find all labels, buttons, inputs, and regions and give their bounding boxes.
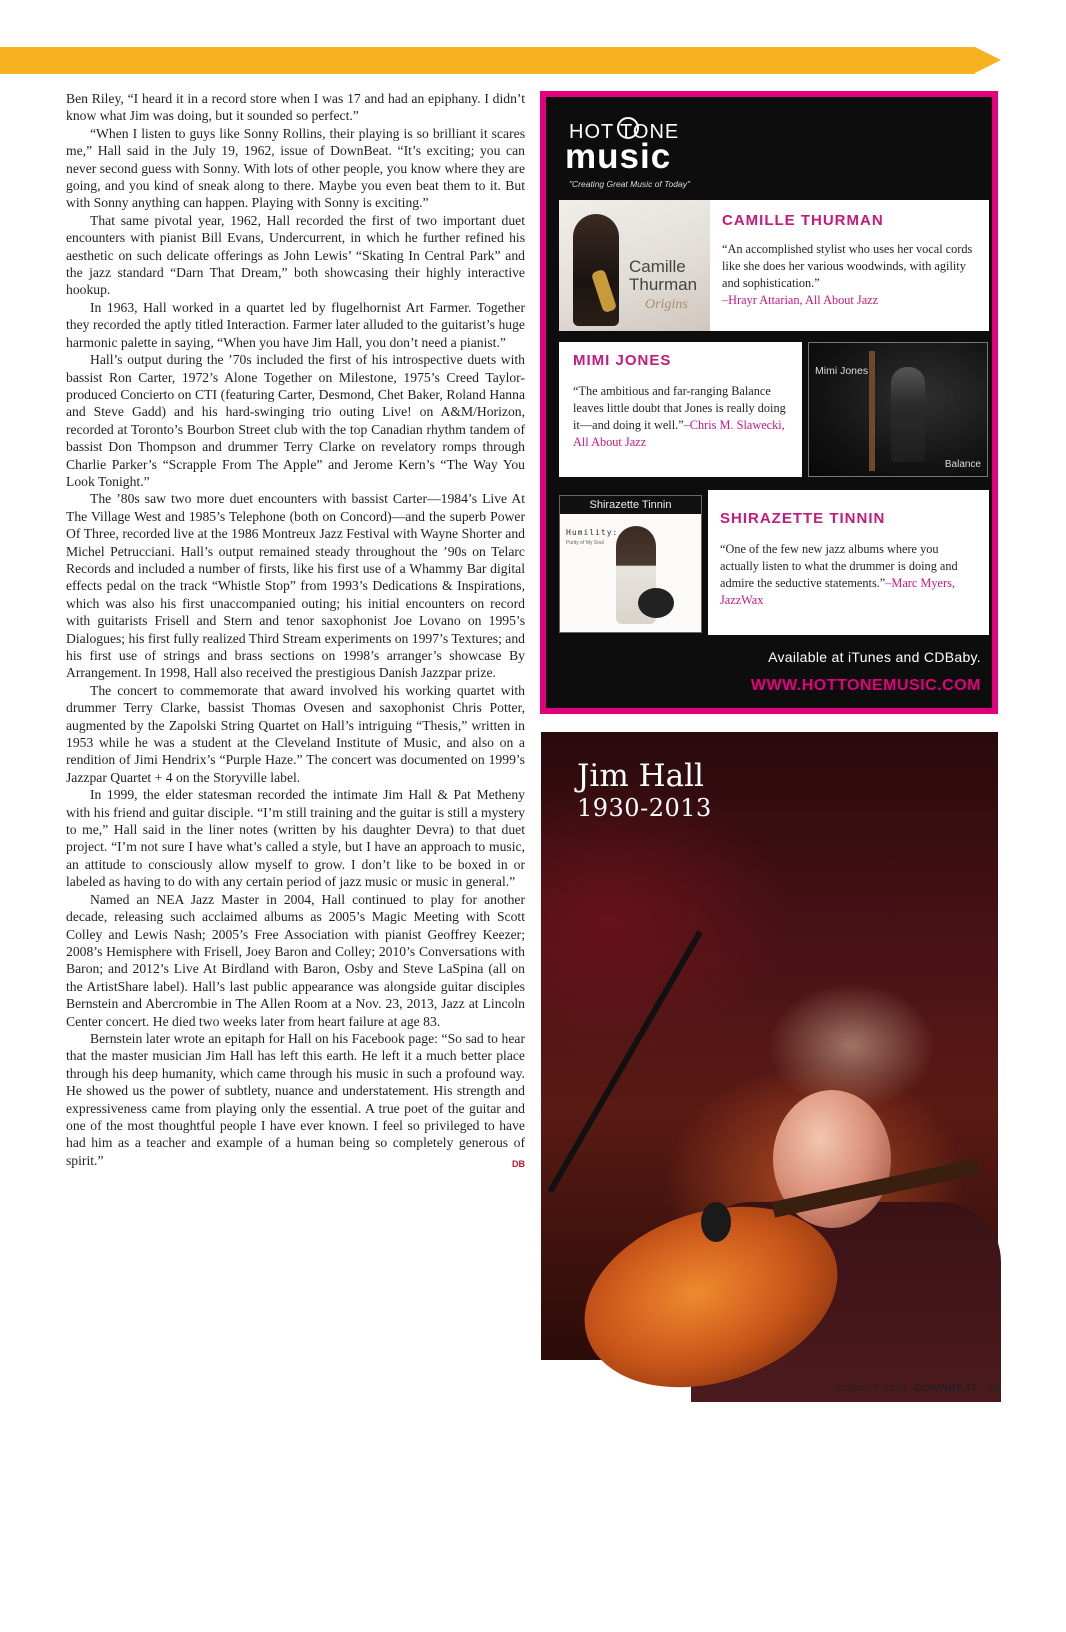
- microphone-icon: [701, 1202, 731, 1242]
- review-source: –Hrayr Attarian, All About Jazz: [722, 293, 879, 307]
- review-shirazette: [708, 490, 989, 635]
- photo-years: 1930-2013: [577, 794, 712, 822]
- review-camille: [710, 200, 989, 331]
- drum-icon: [638, 588, 674, 618]
- review-source: –Chris M. Slawecki, All About Jazz: [573, 418, 785, 449]
- paragraph: That same pivotal year, 1962, Hall recorded the first of two important duet encounters with pianist Bill Evans, Undercurrent, in which he further refined his aesthetic on such delicate offerings as John Lewis’ “Skating In Central Park” and the jazz standard “Darn That Dream,” both showcasing their highly interactive hookup.: [66, 212, 525, 298]
- end-mark: DB: [512, 1159, 525, 1170]
- review-artist: CAMILLE THURMAN: [722, 212, 884, 229]
- magazine-name: DOWNBEAT: [913, 1382, 978, 1394]
- website-link[interactable]: WWW.HOTTONEMUSIC.COM: [750, 677, 981, 694]
- paragraph: Named an NEA Jazz Master in 2004, Hall continued to play for another decade, releasing such acclaimed albums as 2005’s Magic Meeting with Scott Colley and Lewis Nash; 2005’s Free Association with pianist Geoffrey Keezer; 2008’s Hemisphere with Frisell, Joey Baron and Colley; 2010’s Conversations with Baron; and 2012’s Live At Birdland with Baron, Osby and Steve LaSpina (all on the ArtistShare label). Hall’s last public appearance was alongside guitar disciples Bernstein and Abercrombie in The Allen Room at a Nov. 23, 2013, Jazz at Lincoln Center concert. He died two weeks later from heart failure at age 83.: [66, 891, 525, 1029]
- album-cover-title: Origins: [645, 297, 688, 312]
- issue-date: AUGUST 2014: [834, 1382, 908, 1394]
- review-artist: SHIRAZETTE TINNIN: [720, 510, 886, 527]
- album-cover-name: Shirazette Tinnin: [560, 496, 701, 514]
- paragraph: Bernstein later wrote an epitaph for Hall on his Facebook page: “So sad to hear that the master musician Jim Hall has left this earth. He left it a much better place through his deep humanity, which came through his music in such a profound way. He showed us the power of subtlety, nuance and understatement. His strength and expressiveness came from playing only the essential. A true poet of the guitar and one of the most thoughtful people I have ever known. I feel so privileged to have had him as a teacher and example of a human being so completely generous of spirit.”: [66, 1030, 525, 1168]
- album-cover-name: Mimi Jones: [815, 365, 869, 377]
- review-artist: MIMI JONES: [573, 352, 672, 369]
- paragraph: “When I listen to guys like Sonny Rollins, their playing is so brilliant it scares me,” Hall said in the July 19, 1962, issue of DownBeat. “It’s exciting; you can never second guess with Sonny. With lots of other people, you know where they are going, and you kind of sneak along to there. Maybe you even beat them to it. But with Sonny anything can happen. Playing with Sonny is exciting.”: [66, 125, 525, 211]
- review-mimi: [559, 342, 802, 477]
- bass-icon: [869, 351, 875, 471]
- advertisement-hottone[interactable]: [540, 91, 998, 714]
- logo-line1: HOT TONE: [569, 121, 680, 143]
- review-quote: “One of the few new jazz albums where you actually listen to what the drummer is doing and admire the seductive statements.”–Marc Myers, JazzWax: [720, 542, 958, 607]
- review-quote: “An accomplished stylist who uses her vocal cords like she does her various woodwinds, with agility and sophistication.” –Hrayr Attarian, All About Jazz: [722, 242, 973, 307]
- logo-tagline: "Creating Great Music of Today": [569, 179, 690, 189]
- album-cover-subtitle: Purity of My Soul: [566, 540, 604, 546]
- review-source: –Marc Myers, JazzWax: [720, 576, 955, 607]
- album-cover-name: Camille Thurman: [629, 257, 698, 294]
- ad-panel: [546, 97, 992, 708]
- paragraph: Ben Riley, “I heard it in a record store when I was 17 and had an epiphany. I didn’t know what Jim was doing, but it sounded so perfect.”: [66, 91, 525, 124]
- album-cover-camille: [559, 200, 715, 331]
- album-cover-shirazette: [559, 495, 702, 633]
- paragraph: The ’80s saw two more duet encounters with bassist Carter—1984’s Live At The Village West and 1985’s Telephone (both on Concord)—and the superb Power Of Three, recorded live at the 1986 Montreux Jazz Festival with Wayne Shorter and Michel Petrucciani. Hall’s output remained steady throughout the ’90s on Telarc Records and included a number of firsts, like his first use of a Whammy Bar digital effects pedal on the track “Whistle Stop” from 1993’s Dedications & Inspirations, which was also his first unaccompanied outing; his initial encounters on record with guitarists Frisell and Stern and tenor saxophonist Joe Lovano on 1995’s Dialogues; his first fully realized Third Stream experiments on 1997’s Textures; and his first use of strings and brass sections on 1998’s arranger’s showcase By Arrangement. In 1998, Hall also received the prestigious Danish Jazzpar prize.: [66, 491, 525, 681]
- section-banner-arrow: [975, 47, 1001, 73]
- album-cover-mimi: [808, 342, 988, 477]
- sponsor-logo: Sadowsky: [846, 1584, 984, 1614]
- mic-stand: [547, 931, 702, 1194]
- artist-figure: [891, 367, 925, 462]
- availability-text: Available at iTunes and CDBaby.: [768, 649, 981, 665]
- album-cover-title: Humility:: [566, 528, 619, 537]
- paragraph: The concert to commemorate that award involved his working quartet with drummer Terry Clarke, bassist Thomas Ovesen and saxophonist Chris Potter, augmented by the Zapolski String Quartet on Hall’s intriguing “Thesis,” written in 1953 while he was a student at the Cleveland Institute of Music, and also on a rendition of Jimi Hendrix’s “Purple Haze.” The concert was documented on 1999’s Jazzpar Quartet + 4 on the Storyville label.: [66, 682, 525, 785]
- logo-line2: music: [565, 137, 672, 176]
- sponsor-logo-sub: Guitars: [882, 1617, 931, 1632]
- paragraph: In 1999, the elder statesman recorded the intimate Jim Hall & Pat Metheny with his friend and guitar disciple. “I’m still training and the guitar is still a mystery to me,” Hall said in the liner notes (written by his daughter Devra) to that duet project. “I’m not sure I have what’s called a style, but I have an approach to music, an attitude to consciously allow myself to grow. I don’t like to be boxed in or labeled as having to do with any certain period of jazz music or music in general.”: [66, 787, 525, 890]
- paragraph: Hall’s output during the ’70s included the first of his introspective duets with bassist Ron Carter, 1972’s Alone Together on Milestone, 1975’s Creed Taylor-produced Concierto on CTI (featuring Carter, Desmond, Chet Baker, Roland Hanna and Steve Gadd) and his hard-swinging trio outing Live! on A&M/Horizon, recorded at Toronto’s Bourbon Street club with the top Canadian rhythm tandem of bassist Don Thompson and drummer Terry Clarke on revelatory romps through Charlie Parker’s “Scrapple From The Apple” and Jerome Kern’s “The Way You Look Tonight.”: [66, 352, 525, 489]
- article-body: [66, 90, 525, 1174]
- paragraph: In 1963, Hall worked in a quartet led by flugelhornist Art Farmer. Together they recorded the aptly titled Interaction. Farmer later alluded to the guitarist’s huge harmonic palette in saying, “When you have Jim Hall, you don’t need a pianist.”: [66, 299, 525, 350]
- photo-title: Jim Hall: [577, 758, 704, 794]
- review-quote: “The ambitious and far-ranging Balance leaves little doubt that Jones is really doing it—and doing it well.”–Chris M. Slawecki, All About Jazz: [573, 384, 786, 449]
- hottone-logo: [559, 109, 715, 189]
- music-note-icon: [617, 117, 639, 139]
- album-cover-title: Balance: [944, 459, 981, 470]
- page-footer: [835, 1382, 1000, 1394]
- page-number: 33: [988, 1382, 1000, 1394]
- section-banner-bar: [0, 47, 975, 74]
